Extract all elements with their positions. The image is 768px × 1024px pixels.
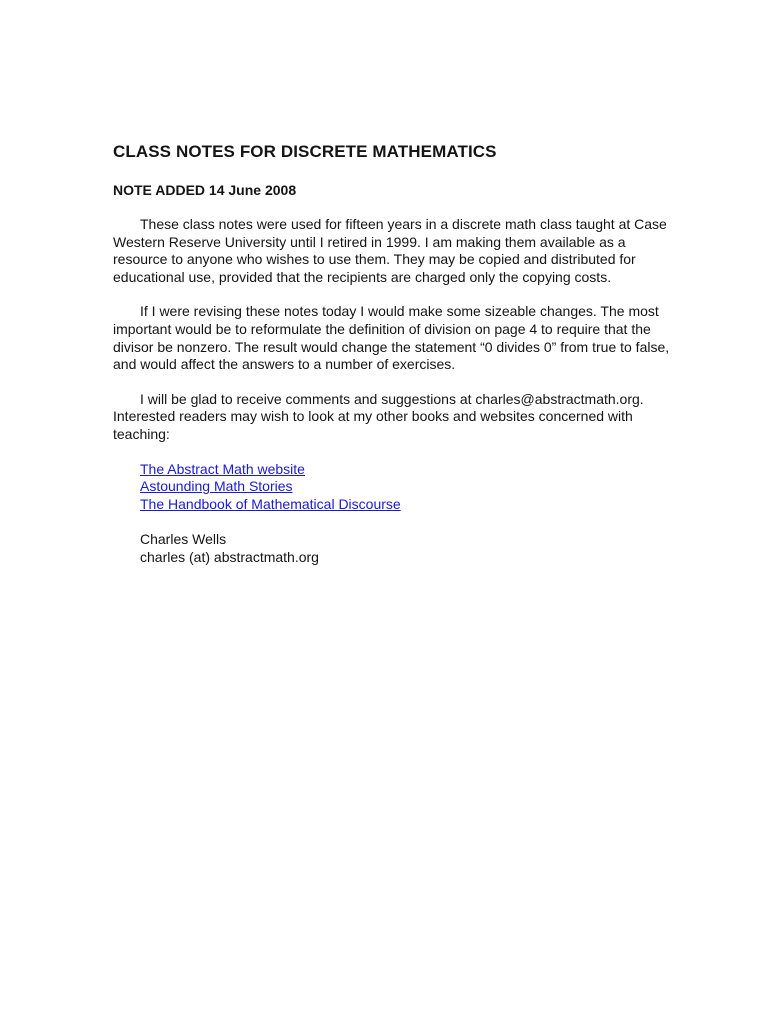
links-list	[140, 461, 673, 514]
paragraph-intro	[113, 216, 673, 286]
paragraph-contact	[113, 391, 673, 444]
paragraph-revisions	[113, 303, 673, 373]
link-astounding-math-stories[interactable]: Astounding Math Stories	[140, 478, 293, 495]
signature-block	[140, 530, 673, 566]
document-content	[113, 141, 673, 566]
link-abstract-math-website[interactable]: The Abstract Math website	[140, 460, 305, 477]
paragraph-intro-text: These class notes were used for fifteen years in a discrete math class taught at Case Western Reserve University until I retired in 1999. I am making them available as a resource to anyone who wishes to use them. They may be copied and distributed for educational use, provided that the recipients are charged only the copying costs.	[113, 216, 667, 285]
author-email: charles (at) abstractmath.org	[140, 549, 319, 566]
note-heading: NOTE ADDED 14 June 2008	[113, 182, 297, 198]
document-title: CLASS NOTES FOR DISCRETE MATHEMATICS	[113, 142, 497, 161]
link-handbook-mathematical-discourse[interactable]: The Handbook of Mathematical Discourse	[140, 495, 401, 512]
paragraph-contact-text: I will be glad to receive comments and suggestions at charles@abstractmath.org. Interested readers may wish to look at my other books and websites concerned with teaching:	[113, 390, 644, 442]
author-name: Charles Wells	[140, 531, 227, 548]
paragraph-revisions-text: If I were revising these notes today I would make some sizeable changes. The most important would be to reformulate the definition of division on page 4 to require that the divisor be nonzero. The result would change the statement “0 divides 0” from true to false, and would affect the answers to a number of exercises.	[113, 303, 670, 373]
